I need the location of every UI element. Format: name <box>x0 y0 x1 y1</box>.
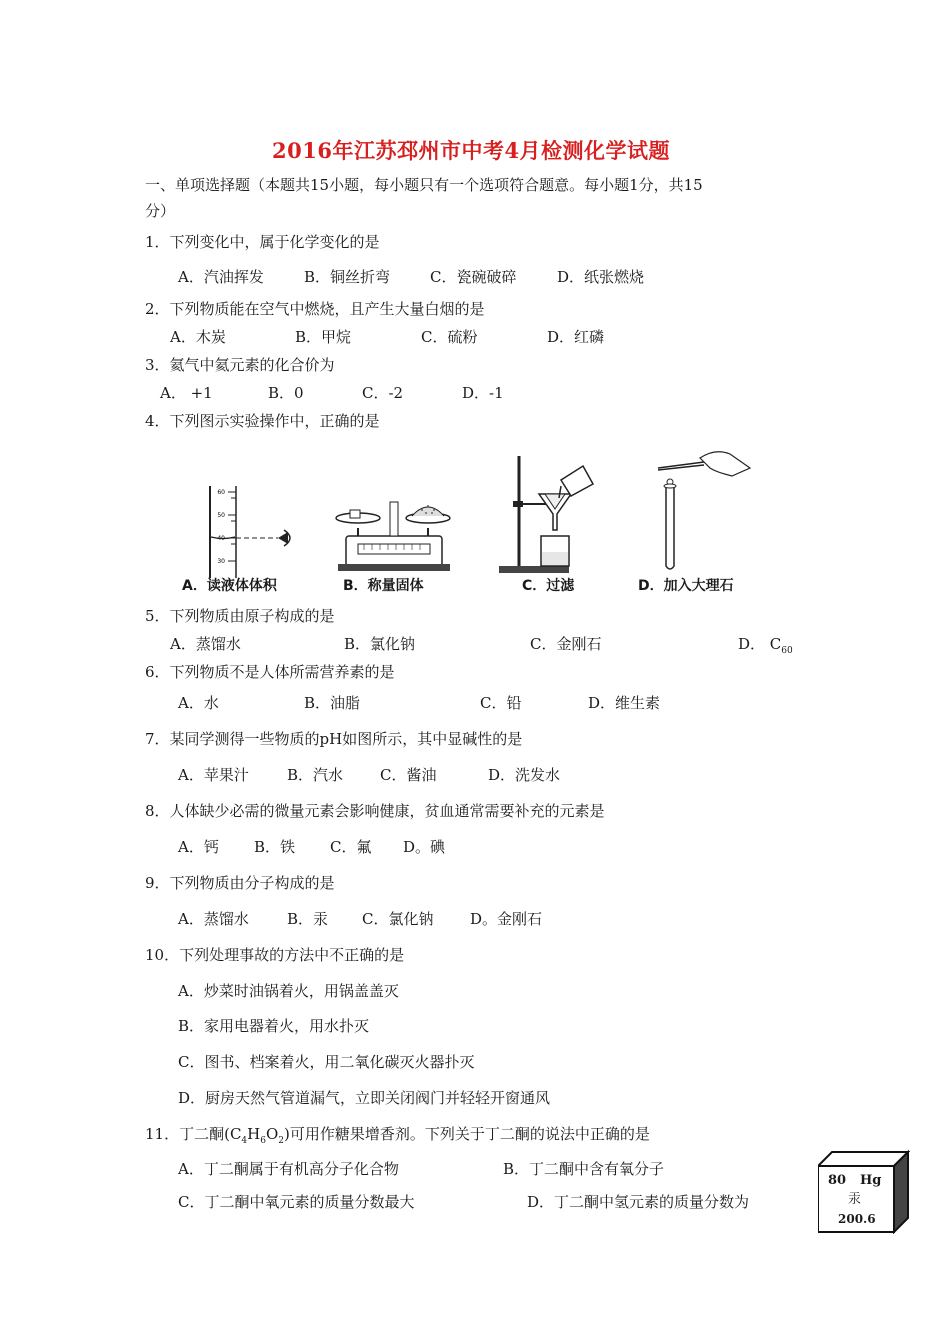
figure-a-caption: A．读液体体积 <box>182 578 277 594</box>
q11-stem-post: )可用作糖果增香剂。下列关于丁二酮的说法中正确的是 <box>284 1125 650 1143</box>
question-6-option-d: D．维生素 <box>588 694 661 712</box>
question-8-option-d: D。碘 <box>403 838 446 856</box>
page-title: 2016年江苏邳州市中考4月检测化学试题 <box>272 138 671 163</box>
q11-stem-pre: 11．丁二酮(C <box>145 1125 242 1143</box>
question-3-stem: 3．氦气中氦元素的化合价为 <box>145 356 335 374</box>
tick-60: 60 <box>217 489 225 496</box>
question-10-option-d: D．厨房天然气管道漏气，立即关闭阀门并轻轻开窗通风 <box>178 1089 551 1107</box>
figure-b-caption: B．称量固体 <box>343 578 424 594</box>
figure-c-caption: C．过滤 <box>522 578 575 594</box>
question-6-option-b: B．油脂 <box>304 694 361 712</box>
question-8-option-b: B．铁 <box>254 838 296 856</box>
q11-sub-h: 6 <box>260 1136 266 1146</box>
q11-h: H <box>247 1125 261 1143</box>
question-8-stem: 8．人体缺少必需的微量元素会影响健康，贫血通常需要补充的元素是 <box>145 802 605 820</box>
question-2-option-d: D．红磷 <box>547 328 605 346</box>
tick-30: 30 <box>217 558 225 565</box>
element-card-hg <box>818 1148 910 1234</box>
question-7-option-a: A．苹果汁 <box>178 766 249 784</box>
question-1-option-b: B．铜丝折弯 <box>304 268 391 286</box>
question-7-stem: 7．某同学测得一些物质的pH如图所示，其中显碱性的是 <box>145 730 523 748</box>
question-5-option-b: B．氯化钠 <box>344 635 416 653</box>
question-6-option-c: C．铅 <box>480 694 522 712</box>
question-11-option-a: A．丁二酮属于有机高分子化合物 <box>178 1160 399 1178</box>
q11-sub-c: 4 <box>241 1136 248 1146</box>
question-5-option-c: C．金刚石 <box>530 635 602 653</box>
question-7-option-c: C．酱油 <box>380 766 437 784</box>
question-11-option-c: C．丁二酮中氧元素的质量分数最大 <box>178 1193 415 1211</box>
graduated-cylinder-figure <box>170 480 310 580</box>
question-11-option-b: B．丁二酮中含有氧分子 <box>503 1160 665 1178</box>
question-7-option-b: B．汽水 <box>287 766 344 784</box>
balance-figure <box>328 488 458 578</box>
c60-subscript: 60 <box>781 646 793 656</box>
element-mass: 200.6 <box>838 1212 876 1226</box>
question-7-option-d: D．洗发水 <box>488 766 561 784</box>
question-5-option-d <box>738 637 793 656</box>
tick-40: 40 <box>217 535 225 542</box>
question-1-option-d: D．纸张燃烧 <box>557 268 645 286</box>
test-tube-figure <box>640 442 765 572</box>
question-2-option-b: B．甲烷 <box>295 328 352 346</box>
filtration-figure <box>495 452 605 577</box>
question-3-option-c: C．-2 <box>362 384 404 402</box>
element-number: 80 <box>828 1173 847 1188</box>
question-11-stem <box>145 1127 650 1146</box>
q11-o: O <box>265 1125 279 1143</box>
question-3-option-d: D．-1 <box>462 384 504 402</box>
tick-50: 50 <box>217 512 225 519</box>
question-1-stem: 1．下列变化中，属于化学变化的是 <box>145 233 380 251</box>
question-8-option-c: C．氟 <box>330 838 372 856</box>
question-5-option-a: A．蒸馏水 <box>170 635 241 653</box>
question-9-option-b: B．汞 <box>287 910 329 928</box>
question-1-option-c: C．瓷碗破碎 <box>430 268 517 286</box>
question-9-option-c: C．氯化钠 <box>362 910 434 928</box>
element-name: 汞 <box>848 1192 862 1207</box>
question-10-option-c: C．图书、档案着火，用二氧化碳灭火器扑灭 <box>178 1053 475 1071</box>
question-9-option-a: A．蒸馏水 <box>178 910 249 928</box>
question-2-option-c: C．硫粉 <box>421 328 478 346</box>
question-5-option-d-text: D． C <box>738 635 782 653</box>
question-6-stem: 6．下列物质不是人体所需营养素的是 <box>145 663 395 681</box>
question-1-option-a: A．汽油挥发 <box>178 268 264 286</box>
question-8-option-a: A．钙 <box>178 838 219 856</box>
question-10-stem: 10．下列处理事故的方法中不正确的是 <box>145 946 405 964</box>
section-heading: 一、单项选择题（本题共15小题，每小题只有一个选项符合题意。每小题1分，共15 <box>145 176 703 194</box>
eye-icon <box>278 530 290 546</box>
question-9-stem: 9．下列物质由分子构成的是 <box>145 874 335 892</box>
question-2-stem: 2．下列物质能在空气中燃烧，且产生大量白烟的是 <box>145 300 485 318</box>
question-5-stem: 5．下列物质由原子构成的是 <box>145 607 335 625</box>
section-heading-cont: 分） <box>145 202 176 220</box>
question-3-option-a: A． +1 <box>160 384 213 402</box>
question-9-option-d: D。金刚石 <box>470 910 543 928</box>
figure-d-caption: D．加入大理石 <box>638 578 734 594</box>
q11-sub-o: 2 <box>278 1136 285 1146</box>
question-10-option-b: B．家用电器着火，用水扑灭 <box>178 1017 370 1035</box>
question-4-stem: 4．下列图示实验操作中，正确的是 <box>145 412 380 430</box>
question-2-option-a: A．木炭 <box>170 328 226 346</box>
question-11-option-d: D．丁二酮中氢元素的质量分数为 <box>527 1193 750 1211</box>
element-symbol: Hg <box>860 1173 882 1188</box>
question-6-option-a: A．水 <box>178 694 219 712</box>
question-3-option-b: B．0 <box>268 384 304 402</box>
question-10-option-a: A．炒菜时油锅着火，用锅盖盖灭 <box>178 982 399 1000</box>
